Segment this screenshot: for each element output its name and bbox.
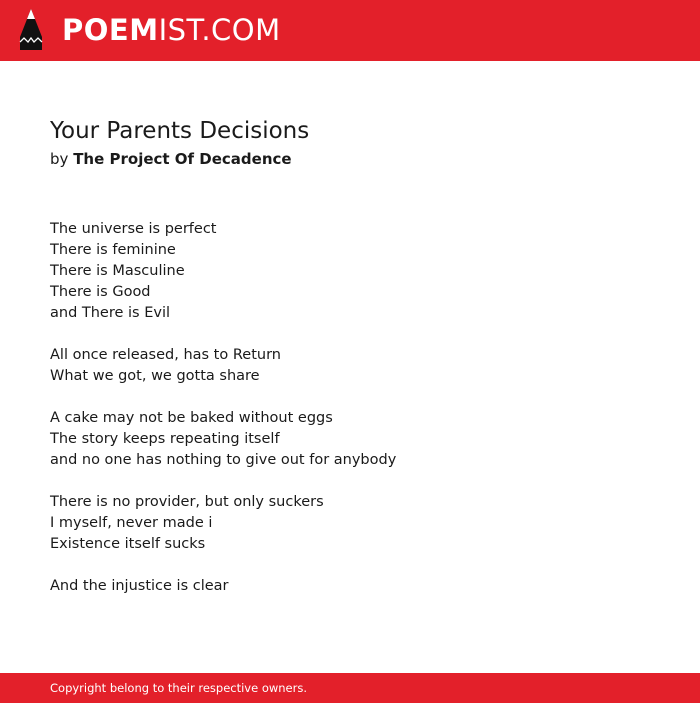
poem-line: There is Good bbox=[50, 284, 151, 300]
poem-line: All once released, has to Return bbox=[50, 347, 281, 363]
site-header bbox=[0, 0, 700, 61]
byline-label: by bbox=[50, 150, 69, 168]
poem-content bbox=[50, 116, 670, 618]
poem-stanza bbox=[50, 345, 670, 387]
poem-line: A cake may not be baked without eggs bbox=[50, 410, 333, 426]
poem-line: There is feminine bbox=[50, 242, 176, 258]
footer-copyright: Copyright belong to their respective owners. bbox=[50, 681, 308, 695]
poem-title: Your Parents Decisions bbox=[50, 118, 310, 144]
poem-line: There is Masculine bbox=[50, 263, 185, 279]
poem-stanza bbox=[50, 492, 670, 555]
poem-stanza bbox=[50, 219, 670, 324]
poem-line: The universe is perfect bbox=[50, 221, 217, 237]
poem-line: What we got, we gotta share bbox=[50, 368, 260, 384]
site-footer bbox=[0, 673, 700, 703]
poem-line: The story keeps repeating itself bbox=[50, 431, 280, 447]
poem-line: and There is Evil bbox=[50, 305, 171, 321]
poem-line: And the injustice is clear bbox=[50, 578, 229, 594]
poem-line: There is no provider, but only suckers bbox=[50, 494, 324, 510]
logo-text-light: IST.COM bbox=[158, 13, 281, 47]
pencil-icon bbox=[18, 8, 44, 52]
poem-body bbox=[50, 219, 670, 597]
poem-byline bbox=[50, 148, 670, 170]
logo-text-bold: POEM bbox=[62, 13, 159, 47]
poem-line: I myself, never made i bbox=[50, 515, 213, 531]
poem-stanza bbox=[50, 408, 670, 471]
poem-line: Existence itself sucks bbox=[50, 536, 206, 552]
poem-stanza bbox=[50, 576, 670, 597]
poem-line: and no one has nothing to give out for anybody bbox=[50, 452, 397, 468]
site-logo-text bbox=[62, 8, 281, 52]
site-logo-link[interactable] bbox=[18, 8, 281, 52]
poem-author: The Project Of Decadence bbox=[73, 150, 292, 168]
